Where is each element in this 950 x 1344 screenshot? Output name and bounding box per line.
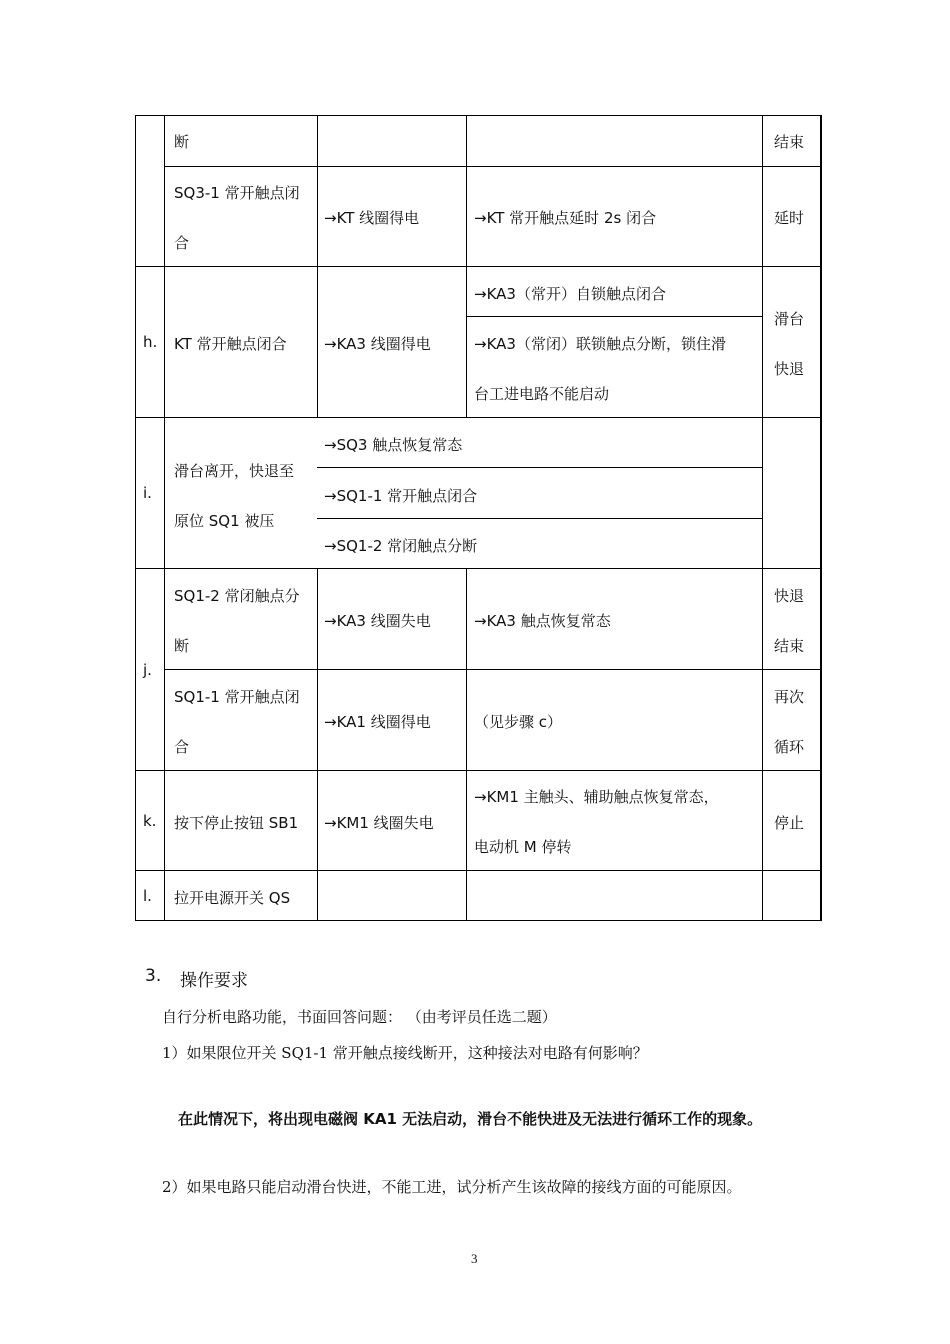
cell-status: 结束 bbox=[774, 637, 805, 655]
cell-action: →KT 线圈得电 bbox=[324, 209, 420, 227]
row-divider bbox=[164, 166, 820, 167]
row-divider bbox=[317, 518, 762, 519]
section-title: 操作要求 bbox=[180, 971, 248, 991]
row-divider bbox=[466, 316, 762, 317]
row-label: l. bbox=[143, 887, 152, 905]
col-divider bbox=[466, 568, 467, 921]
cell-result: 台工进电路不能启动 bbox=[474, 385, 610, 403]
col-divider bbox=[317, 568, 318, 921]
col-divider bbox=[317, 115, 318, 418]
row-divider bbox=[317, 467, 762, 468]
cell-result: →KT 常开触点延时 2s 闭合 bbox=[474, 209, 657, 227]
cell-desc: SQ1-1 常开触点闭 bbox=[174, 688, 300, 706]
cell-desc: KT 常开触点闭合 bbox=[174, 335, 287, 353]
cell-status: 停止 bbox=[774, 814, 805, 832]
cell-action: →SQ1-1 常开触点闭合 bbox=[324, 487, 478, 505]
cell-desc: SQ1-2 常闭触点分 bbox=[174, 587, 300, 605]
table-bottom-border bbox=[135, 920, 822, 921]
row-label: h. bbox=[143, 333, 158, 351]
cell-desc: SQ3-1 常开触点闭 bbox=[174, 184, 300, 202]
col-divider bbox=[762, 115, 763, 921]
cell-result: →KA3 触点恢复常态 bbox=[474, 612, 611, 630]
row-label: i. bbox=[143, 484, 152, 502]
cell-desc: 原位 SQ1 被压 bbox=[174, 512, 275, 530]
table-top-border bbox=[135, 115, 820, 116]
cell-result: →KM1 主触头、辅助触点恢复常态， bbox=[474, 788, 719, 806]
question-2: 2）如果电路只能启动滑台快进，不能工进，试分析产生该故障的接线方面的可能原因。 bbox=[162, 1178, 742, 1196]
cell-result: 电动机 M 停转 bbox=[474, 838, 572, 856]
cell-desc: 拉开电源开关 QS bbox=[174, 889, 291, 907]
cell-action: →KA3 线圈失电 bbox=[324, 612, 431, 630]
row-divider bbox=[135, 568, 820, 569]
cell-status: 结束 bbox=[774, 133, 805, 151]
cell-desc: 合 bbox=[174, 738, 190, 756]
row-divider bbox=[135, 770, 820, 771]
cell-desc: 合 bbox=[174, 234, 190, 252]
cell-status: 循环 bbox=[774, 738, 805, 756]
col-divider bbox=[466, 115, 467, 418]
cell-status: 再次 bbox=[774, 688, 805, 706]
cell-desc: 断 bbox=[174, 637, 190, 655]
row-label: j. bbox=[143, 661, 152, 679]
page-number: 3 bbox=[471, 1251, 478, 1266]
row-label: k. bbox=[143, 812, 157, 830]
cell-action: →SQ3 触点恢复常态 bbox=[324, 436, 463, 454]
cell-desc: 滑台离开，快退至 bbox=[174, 462, 295, 480]
col-divider bbox=[164, 115, 165, 921]
row-divider bbox=[135, 870, 820, 871]
cell-desc: 断 bbox=[174, 133, 190, 151]
question-1: 1）如果限位开关 SQ1-1 常开触点接线断开，这种接法对电路有何影响？ bbox=[162, 1044, 648, 1062]
row-divider bbox=[135, 266, 820, 267]
cell-action: →KA3 线圈得电 bbox=[324, 335, 431, 353]
table-right-shadow bbox=[820, 115, 822, 921]
section-number: 3. bbox=[145, 966, 162, 986]
row-divider bbox=[135, 417, 820, 418]
cell-action: →KM1 线圈失电 bbox=[324, 814, 434, 832]
cell-desc: 按下停止按钮 SB1 bbox=[174, 814, 299, 832]
cell-status: 延时 bbox=[774, 209, 805, 227]
cell-result: →KA3（常开）自锁触点闭合 bbox=[474, 285, 666, 303]
answer-1: 在此情况下，将出现电磁阀 KA1 无法启动，滑台不能快进及无法进行循环工作的现象。 bbox=[178, 1110, 763, 1128]
cell-action: →SQ1-2 常闭触点分断 bbox=[324, 537, 478, 555]
cell-status: 快退 bbox=[774, 360, 805, 378]
cell-result: →KA3（常闭）联锁触点分断，锁住滑 bbox=[474, 335, 726, 353]
cell-action: →KA1 线圈得电 bbox=[324, 713, 431, 731]
cell-result: （见步骤 c） bbox=[474, 713, 563, 731]
table-left-border bbox=[135, 115, 136, 921]
row-divider bbox=[164, 669, 820, 670]
cell-status: 滑台 bbox=[774, 310, 805, 328]
intro-text: 自行分析电路功能，书面回答问题： （由考评员任选二题） bbox=[162, 1008, 557, 1026]
cell-status: 快退 bbox=[774, 587, 805, 605]
